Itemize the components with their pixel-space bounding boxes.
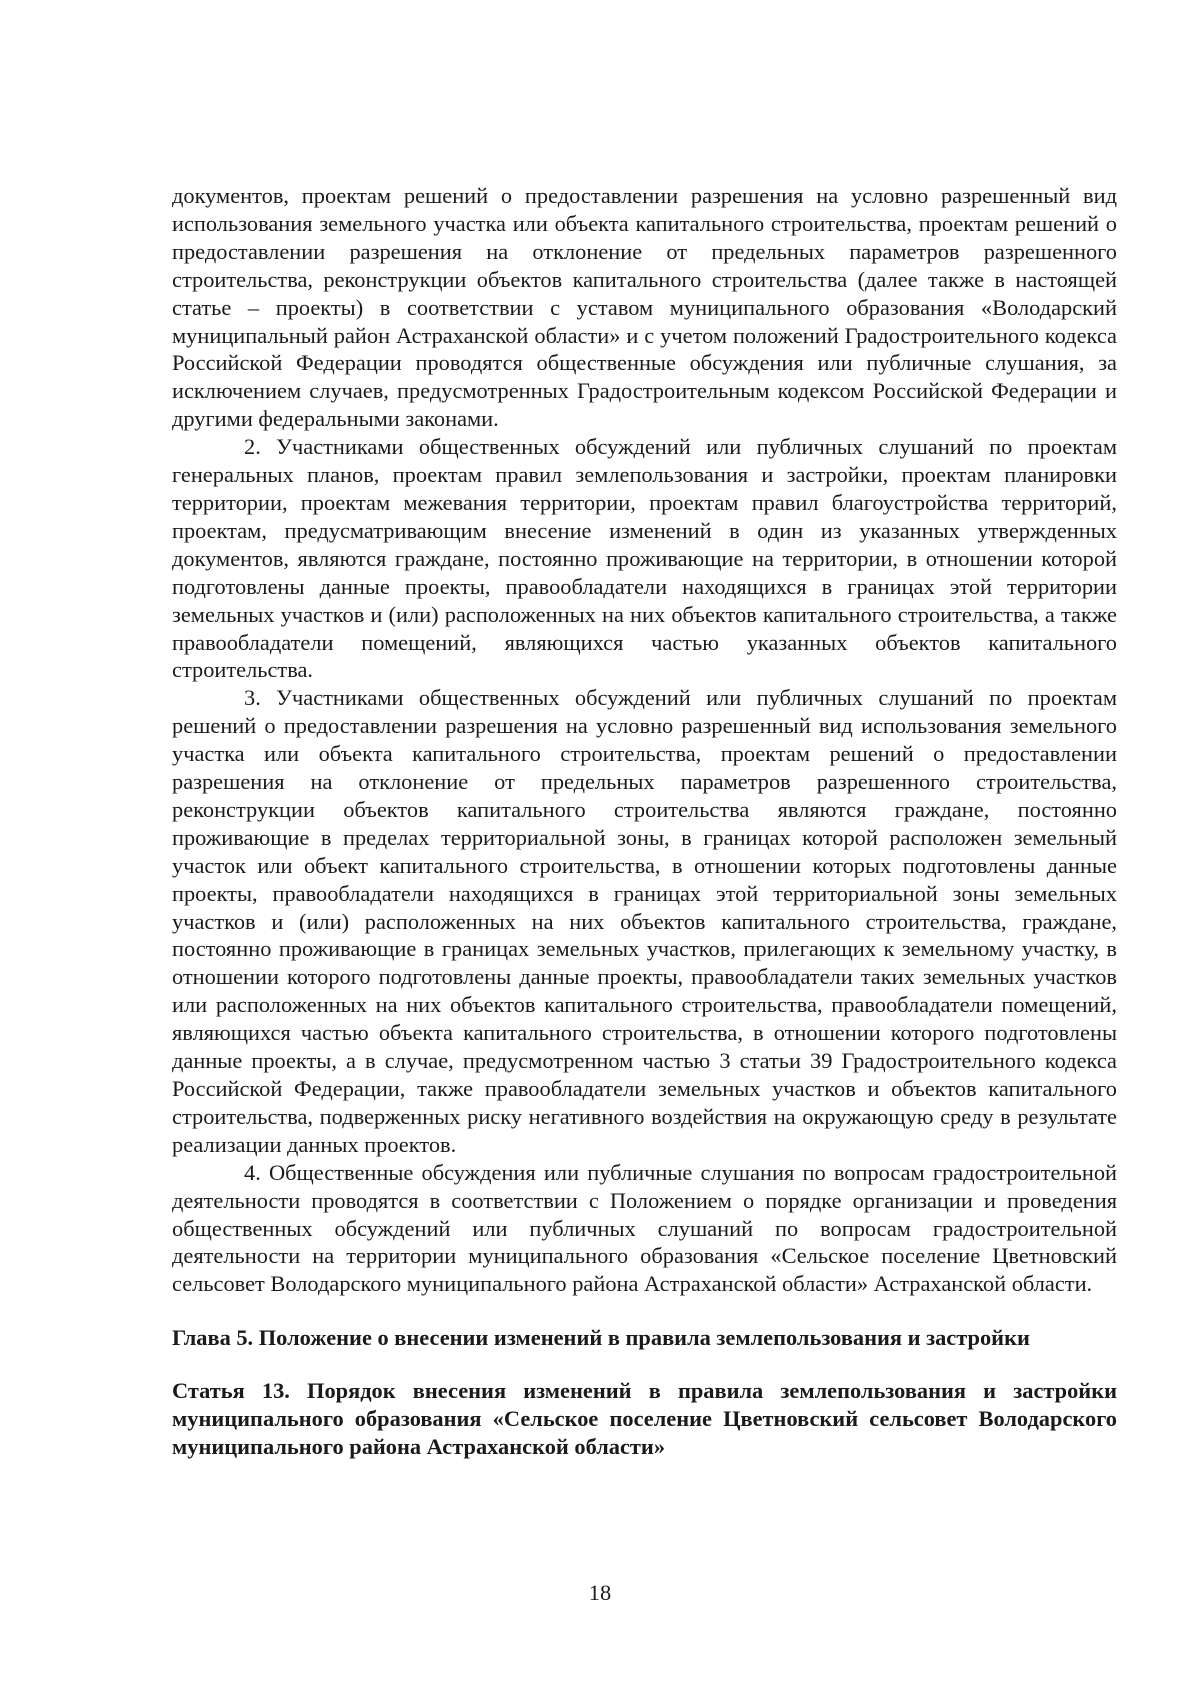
chapter-heading: Глава 5. Положение о внесении изменений в правила землепользования и застройки <box>172 1325 1030 1351</box>
paragraph-continuation: документов, проектам решений о предоставлении разрешения на условно разрешенный вид использования земельного участка или объекта капитального строительства, проектам решений о предоставлении разрешения на отклонение от предельных параметров разрешенного строительства, реконструкции объектов капитального строительства (далее также в настоящей статье – проекты) в соответствии с уставом муниципального образования «Володарский муниципальный район Астраханской области» и с учетом положений Градостроительного кодекса Российской Федерации проводятся общественные обсуждения или публичные слушания, за исключением случаев, предусмотренных Градостроительным кодексом Российской Федерации и другими федеральными законами. <box>172 183 1117 432</box>
paragraph-item-4: 4. Общественные обсуждения или публичные слушания по вопросам градостроительной деятельности проводятся в соответствии с Положением о порядке организации и проведения общественных обсуждений или публичных слушаний по вопросам градостроительной деятельности на территории муниципального образования «Сельское поселение Цветновский сельсовет Володарского муниципального района Астраханской области» Астраханской области. <box>172 1159 1117 1297</box>
page-number: 18 <box>588 1580 612 1605</box>
article-heading: Статья 13. Порядок внесения изменений в правила землепользования и застройки муниципального образования «Сельское поселение Цветновский сельсовет Володарского муниципального района Астраханской области» <box>172 1378 1117 1459</box>
document-page <box>172 182 1117 1461</box>
paragraph-item-2: 2. Участниками общественных обсуждений или публичных слушаний по проектам генеральных планов, проектам правил землепользования и застройки, проектам планировки территории, проектам межевания территории, проектам правил благоустройства территорий, проектам, предусматривающим внесение изменений в один из указанных утвержденных документов, являются граждане, постоянно проживающие на территории, в отношении которой подготовлены данные проекты, правообладатели находящихся в границах этой территории земельных участков и (или) расположенных на них объектов капитального строительства, а также правообладатели помещений, являющихся частью указанных объектов капитального строительства. <box>172 434 1117 683</box>
paragraph-item-3: 3. Участниками общественных обсуждений или публичных слушаний по проектам решений о предоставлении разрешения на условно разрешенный вид использования земельного участка или объекта капитального строительства, проектам решений о предоставлении разрешения на отклонение от предельных параметров разрешенного строительства, реконструкции объектов капитального строительства являются граждане, постоянно проживающие в пределах территориальной зоны, в границах которой расположен земельный участок или объект капитального строительства, в отношении которых подготовлены данные проекты, правообладатели находящихся в границах этой территориальной зоны земельных участков и (или) расположенных на них объектов капитального строительства, граждане, постоянно проживающие в границах земельных участков, прилегающих к земельному участку, в отношении которого подготовлены данные проекты, правообладатели таких земельных участков или расположенных на них объектов капитального строительства, правообладатели помещений, являющихся частью объекта капитального строительства, в отношении которого подготовлены данные проекты, а в случае, предусмотренном частью 3 статьи 39 Градостроительного кодекса Российской Федерации, также правообладатели земельных участков и объектов капитального строительства, подверженных риску негативного воздействия на окружающую среду в результате реализации данных проектов. <box>172 685 1117 1157</box>
